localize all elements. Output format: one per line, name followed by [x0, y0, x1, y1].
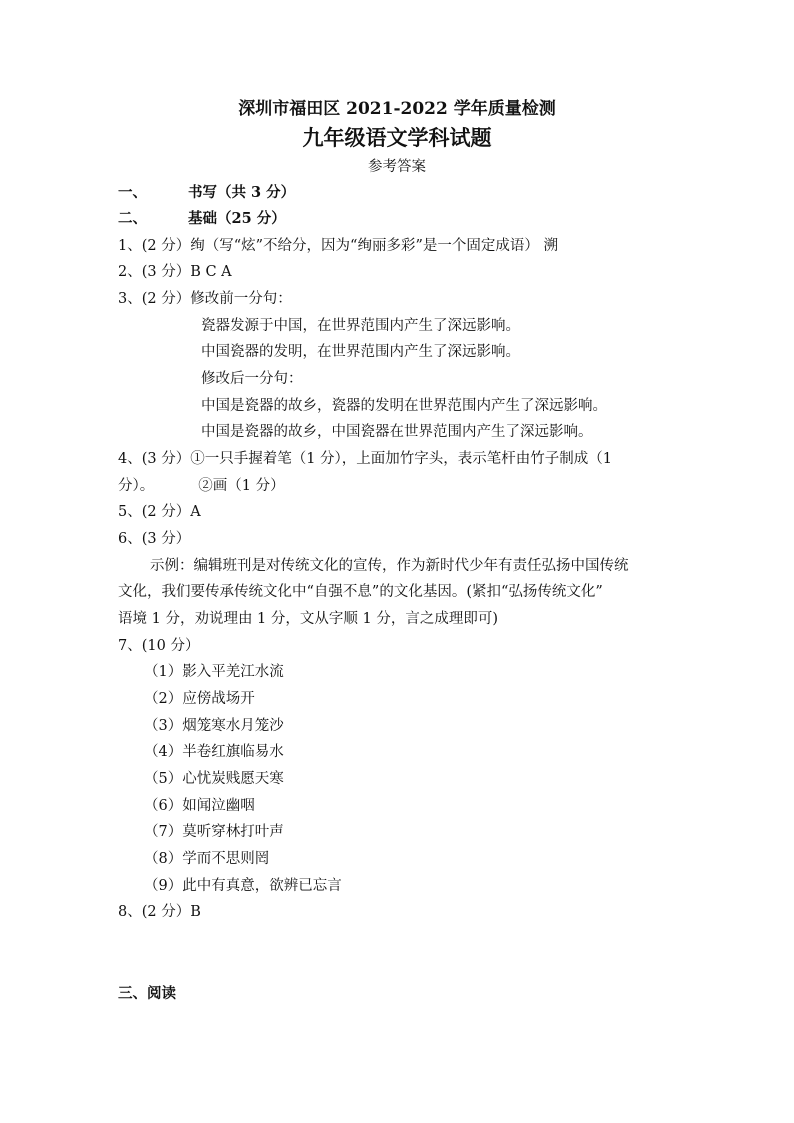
- section-number: 一、: [118, 184, 147, 201]
- answer-q6-line2: 文化，我们要传承传统文化中“自强不息”的文化基因。(紧扣“弘扬传统文化”: [118, 584, 603, 600]
- answer-q4-part2: ②画（1 分）: [198, 478, 285, 494]
- list-item: （2）应傍战场开: [144, 691, 255, 707]
- answer-q2: 2、(3 分）B C A: [118, 264, 232, 280]
- list-item: （1）影入平羌江水流: [144, 664, 284, 680]
- answer-q6-line1: 示例：编辑班刊是对传统文化的宣传，作为新时代少年有责任弘扬中国传统: [150, 558, 629, 574]
- answer-q3-heading: 3、(2 分）修改前一分句：: [118, 291, 292, 307]
- answer-q1: 1、(2 分）绚（写“炫”不给分，因为“绚丽多彩”是一个固定成语） 溯: [118, 238, 558, 254]
- answer-q4-part1-end: 分）。: [118, 478, 155, 494]
- answer-q7-heading: 7、(10 分）: [118, 638, 200, 654]
- answer-q3-after-heading: 修改后一分句：: [201, 371, 303, 387]
- answer-q3-before-2: 中国瓷器的发明，在世界范围内产生了深远影响。: [201, 344, 520, 360]
- answer-q4-line1: 4、(3 分）①一只手握着笔（1 分），上面加竹字头，表示笔杆由竹子制成（1: [118, 451, 613, 467]
- list-item: （6）如闻泣幽咽: [144, 798, 255, 814]
- section-heading-reading: 三、阅读: [118, 985, 176, 1002]
- list-item: （7）莫听穿林打叶声: [144, 824, 284, 840]
- answer-q8: 8、(2 分）B: [118, 904, 201, 920]
- answer-q3-before-1: 瓷器发源于中国，在世界范围内产生了深远影响。: [201, 318, 520, 334]
- list-item: （3）烟笼寒水月笼沙: [144, 718, 284, 734]
- answer-q6-heading: 6、(3 分）: [118, 531, 191, 547]
- list-item: （8）学而不思则罔: [144, 851, 270, 867]
- answer-q5: 5、(2 分）A: [118, 504, 201, 520]
- section-title: 书写（共 3 分）: [188, 184, 296, 201]
- document-subtitle: 参考答案: [368, 159, 426, 175]
- section-title: 基础（25 分）: [188, 210, 286, 227]
- answer-q4-line2: [118, 476, 285, 496]
- section-heading-writing: [118, 183, 295, 203]
- section-number: 二、: [118, 210, 147, 227]
- list-item: （9）此中有真意，欲辨已忘言: [144, 878, 342, 894]
- document-subject-title: 九年级语文学科试题: [302, 125, 492, 150]
- list-item: （5）心忧炭贱愿天寒: [144, 771, 284, 787]
- answer-q3-after-1: 中国是瓷器的故乡，瓷器的发明在世界范围内产生了深远影响。: [201, 398, 607, 414]
- document-title: 深圳市福田区 2021-2022 学年质量检测: [238, 99, 556, 119]
- answer-q6-line3: 语境 1 分，劝说理由 1 分，文从字顺 1 分，言之成理即可): [118, 611, 498, 627]
- section-heading-basics: [118, 209, 286, 229]
- answer-q3-after-2: 中国是瓷器的故乡，中国瓷器在世界范围内产生了深远影响。: [201, 424, 593, 440]
- list-item: （4）半卷红旗临易水: [144, 744, 284, 760]
